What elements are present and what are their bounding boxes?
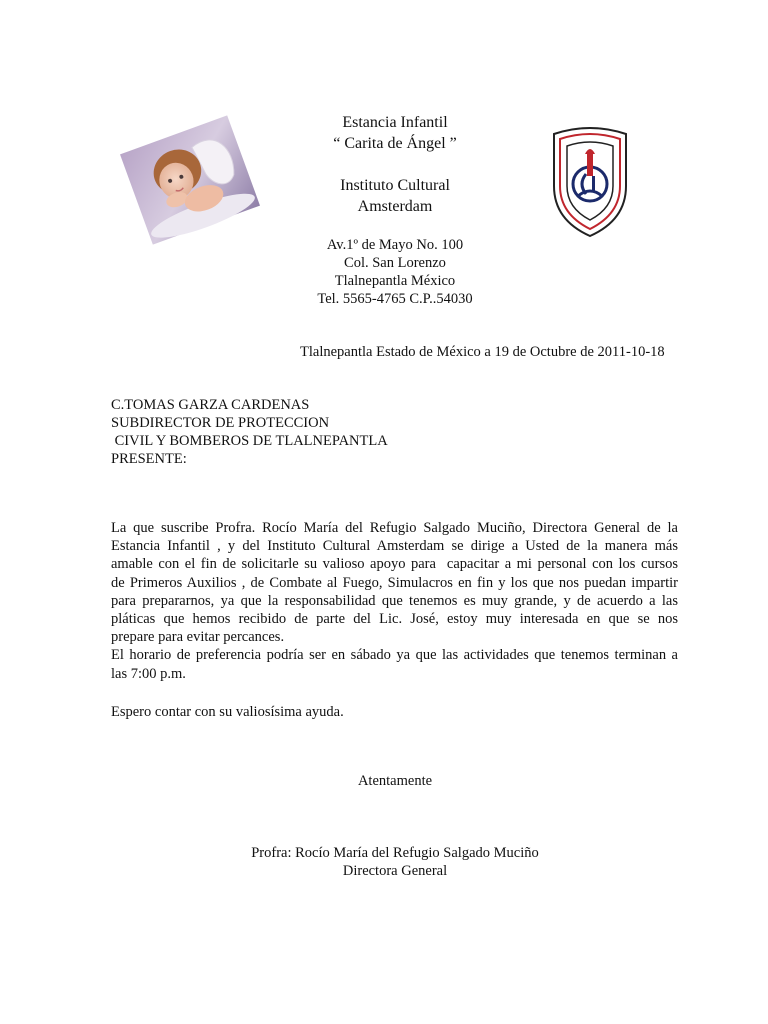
school-seal	[548, 124, 632, 240]
school-nickname: “ Carita de Ángel ”	[333, 135, 457, 152]
institute-line1: Instituto Cultural	[340, 177, 450, 194]
signature-name: Profra: Rocío María del Refugio Salgado Muciño	[251, 845, 539, 861]
body-line: las 7:00 p.m.	[111, 665, 186, 682]
address-city: Tlalnepantla México	[334, 273, 456, 289]
farewell: Espero contar con su valiosísima ayuda.	[111, 704, 344, 720]
date-line: Tlalnepantla Estado de México a 19 de Octubre de 2011-10-18	[300, 344, 665, 360]
angel-illustration	[115, 110, 265, 250]
body-line: de Primeros Auxilios , de Combate al Fuego, Simulacros en fin y los que nos puedan impartir	[111, 574, 678, 591]
recipient-block	[111, 396, 711, 468]
body-line: prepare para evitar percances.	[111, 629, 285, 646]
signature-block	[195, 844, 595, 880]
address-phone: Tel. 5565-4765 C.P..54030	[317, 291, 473, 307]
recipient-name: C.TOMAS GARZA CARDENAS	[111, 397, 310, 413]
recipient-title-1: SUBDIRECTOR DE PROTECCION	[111, 415, 330, 431]
body-line: pláticas que hemos recibido de parte del Lic. José, estoy muy interesada en que se nos	[111, 611, 678, 628]
signature-position: Directora General	[342, 863, 448, 879]
body-line: Estancia Infantil , y del Instituto Cultural Amsterdam se dirige a Usted de la manera más	[111, 538, 678, 555]
school-shield-logo	[548, 124, 632, 240]
address-street: Av.1º de Mayo No. 100	[326, 237, 464, 253]
body-line: La que suscribe Profra. Rocío María del Refugio Salgado Muciño, Directora General de la	[111, 520, 678, 536]
body-line: El horario de preferencia podría ser en sábado ya que las actividades que tenemos terminan a	[111, 647, 678, 664]
letter-body	[111, 519, 678, 683]
address-block	[270, 236, 520, 308]
angel-photo	[115, 110, 265, 250]
closing: Atentamente	[357, 773, 433, 789]
recipient-greeting: PRESENTE:	[111, 451, 187, 467]
institute-line2: Amsterdam	[357, 198, 433, 215]
address-colony: Col. San Lorenzo	[344, 255, 446, 271]
body-line: amable con el fin de solicitarle su valioso apoyo para capacitar a mi personal con los cursos	[111, 556, 678, 573]
body-line: para prepararnos, ya que la responsabilidad que tenemos es muy grande, y de acuerdo a las	[111, 592, 678, 609]
recipient-title-2: CIVIL Y BOMBEROS DE TLALNEPANTLA	[111, 433, 388, 449]
school-name: Estancia Infantil	[342, 114, 448, 131]
letterhead	[270, 112, 520, 217]
